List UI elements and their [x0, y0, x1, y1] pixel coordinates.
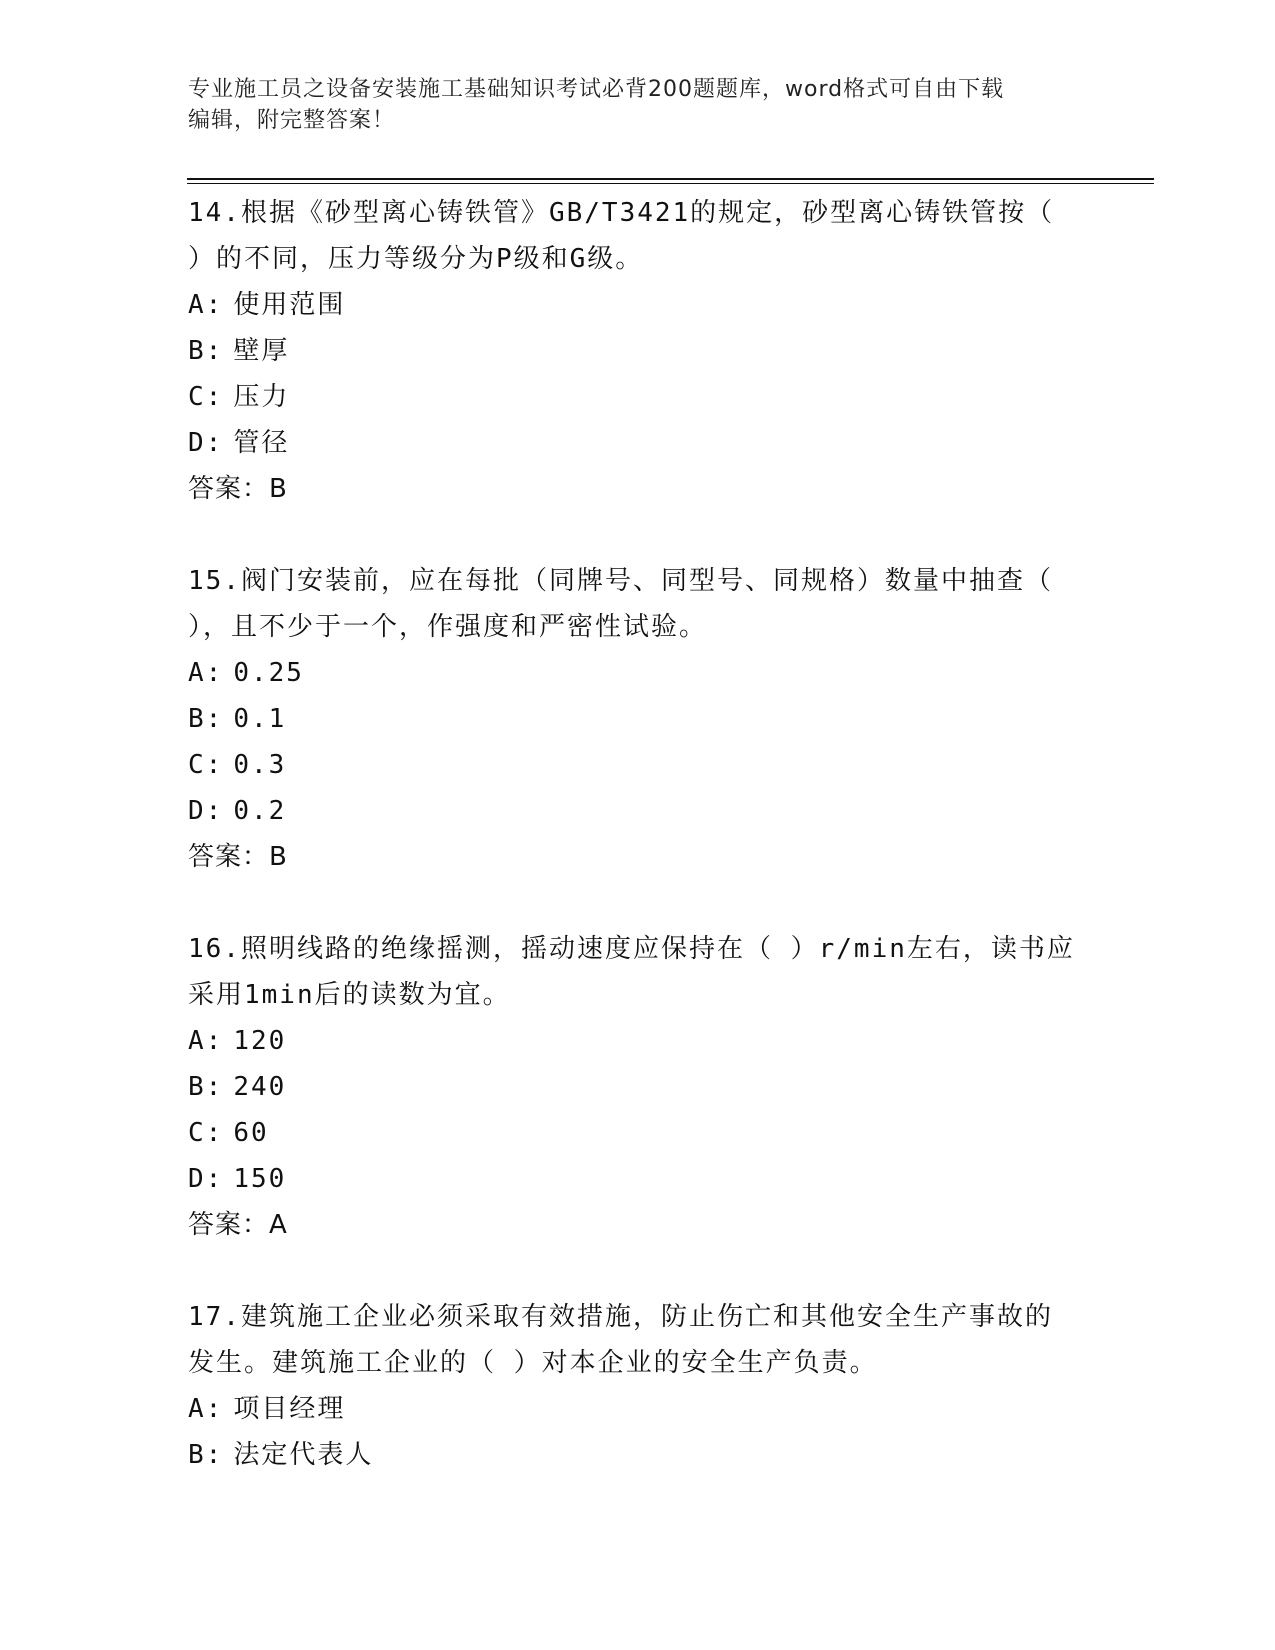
option-letter: B: [188, 704, 206, 734]
option-a: [188, 1386, 1088, 1432]
question-stem-line-1: 14.根据《砂型离心铸铁管》GB/T3421的规定，砂型离心铸铁管按（: [188, 198, 1055, 228]
option-separator: :: [205, 1026, 224, 1056]
document-header: [188, 74, 1088, 136]
option-text: 0.2: [233, 796, 287, 826]
option-separator: :: [205, 1394, 224, 1424]
option-a: [188, 1018, 1088, 1064]
option-d: [188, 788, 1088, 834]
option-separator: :: [205, 382, 224, 412]
header-line-1: 专业施工员之设备安装施工基础知识考试必背200题题库，word格式可自由下载: [188, 77, 1005, 102]
option-separator: :: [205, 704, 224, 734]
option-separator: :: [205, 290, 224, 320]
option-text: 壁厚: [233, 336, 290, 366]
option-b: [188, 1432, 1088, 1478]
option-letter: D: [188, 428, 206, 458]
option-text: 使用范围: [233, 290, 346, 320]
question-stem-line-2: 采用1min后的读数为宜。: [188, 980, 511, 1010]
option-c: [188, 742, 1088, 788]
option-separator: :: [205, 1118, 224, 1148]
answer-line: 答案：A: [188, 1210, 288, 1240]
option-text: 管径: [233, 428, 290, 458]
option-a: [188, 282, 1088, 328]
option-letter: B: [188, 336, 206, 366]
question-spacer: [188, 880, 1088, 926]
option-text: 120: [233, 1026, 287, 1056]
option-separator: :: [205, 750, 224, 780]
answer-line: 答案：B: [188, 842, 288, 872]
option-letter: D: [188, 796, 206, 826]
header-divider-thin: [187, 183, 1154, 184]
option-text: 0.25: [233, 658, 304, 688]
question-stem-line-1: 16.照明线路的绝缘摇测，摇动速度应保持在（ ）r/min左右，读书应: [188, 934, 1075, 964]
header-divider-thick: [187, 178, 1154, 180]
option-b: [188, 328, 1088, 374]
question-stem-line-1: 15.阀门安装前，应在每批（同牌号、同型号、同规格）数量中抽查（: [188, 566, 1053, 596]
option-separator: :: [205, 1072, 224, 1102]
option-text: 项目经理: [233, 1394, 346, 1424]
question-stem-line-1: 17.建筑施工企业必须采取有效措施，防止伤亡和其他安全生产事故的: [188, 1302, 1053, 1332]
option-c: [188, 374, 1088, 420]
question-list: [188, 190, 1088, 1478]
question-17: [188, 1294, 1088, 1478]
header-line-2: 编辑，附完整答案！: [188, 108, 396, 133]
option-letter: A: [188, 1394, 206, 1424]
option-letter: C: [188, 750, 206, 780]
option-separator: :: [205, 796, 224, 826]
option-text: 0.1: [233, 704, 287, 734]
option-a: [188, 650, 1088, 696]
question-stem-line-2: ），且不少于一个，作强度和严密性试验。: [188, 612, 708, 642]
option-letter: A: [188, 290, 206, 320]
option-text: 0.3: [233, 750, 287, 780]
option-letter: C: [188, 1118, 206, 1148]
answer-line: 答案：B: [188, 474, 288, 504]
question-spacer: [188, 512, 1088, 558]
question-stem-line-2: ）的不同，压力等级分为P级和G级。: [188, 244, 644, 274]
option-b: [188, 696, 1088, 742]
option-letter: C: [188, 382, 206, 412]
option-letter: D: [188, 1164, 206, 1194]
option-text: 60: [233, 1118, 269, 1148]
question-stem-line-2: 发生。建筑施工企业的（ ）对本企业的安全生产负责。: [188, 1348, 878, 1378]
option-text: 法定代表人: [233, 1440, 374, 1470]
option-separator: :: [205, 336, 224, 366]
option-separator: :: [205, 1164, 224, 1194]
option-text: 压力: [233, 382, 290, 412]
option-letter: B: [188, 1440, 206, 1470]
option-letter: B: [188, 1072, 206, 1102]
option-separator: :: [205, 658, 224, 688]
option-letter: A: [188, 658, 206, 688]
option-separator: :: [205, 1440, 224, 1470]
option-b: [188, 1064, 1088, 1110]
question-15: [188, 558, 1088, 880]
option-d: [188, 1156, 1088, 1202]
option-text: 240: [233, 1072, 287, 1102]
option-separator: :: [205, 428, 224, 458]
option-text: 150: [233, 1164, 287, 1194]
option-c: [188, 1110, 1088, 1156]
question-16: [188, 926, 1088, 1248]
question-14: [188, 190, 1088, 512]
option-letter: A: [188, 1026, 206, 1056]
option-d: [188, 420, 1088, 466]
question-spacer: [188, 1248, 1088, 1294]
